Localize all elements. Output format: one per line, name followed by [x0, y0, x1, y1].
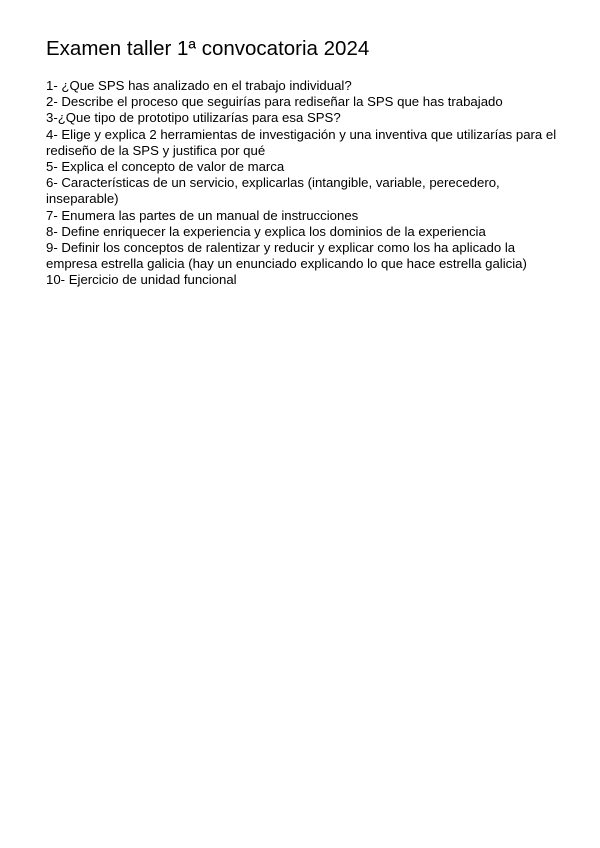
page-title: Examen taller 1ª convocatoria 2024 — [46, 37, 370, 60]
question-item: 6- Características de un servicio, explicarlas (intangible, variable, perecedero, inseparable) — [46, 175, 500, 207]
question-item: 7- Enumera las partes de un manual de instrucciones — [46, 207, 359, 223]
question-list — [46, 78, 566, 289]
question-item: 2- Describe el proceso que seguirías para rediseñar la SPS que has trabajado — [46, 94, 503, 110]
question-item: 5- Explica el concepto de valor de marca — [46, 159, 285, 175]
question-item: 3-¿Que tipo de prototipo utilizarías para esa SPS? — [46, 110, 341, 126]
question-item: 9- Definir los conceptos de ralentizar y reducir y explicar como los ha aplicado la empresa estrella galicia (hay un enunciado explicando lo que hace estrella galicia) — [46, 240, 527, 272]
question-item: 10- Ejercicio de unidad funcional — [46, 272, 237, 288]
question-item: 1- ¿Que SPS has analizado en el trabajo individual? — [46, 78, 352, 93]
question-item: 8- Define enriquecer la experiencia y explica los dominios de la experiencia — [46, 223, 486, 239]
question-item: 4- Elige y explica 2 herramientas de investigación y una inventiva que utilizarías para el rediseño de la SPS y justifica por qué — [46, 126, 557, 158]
